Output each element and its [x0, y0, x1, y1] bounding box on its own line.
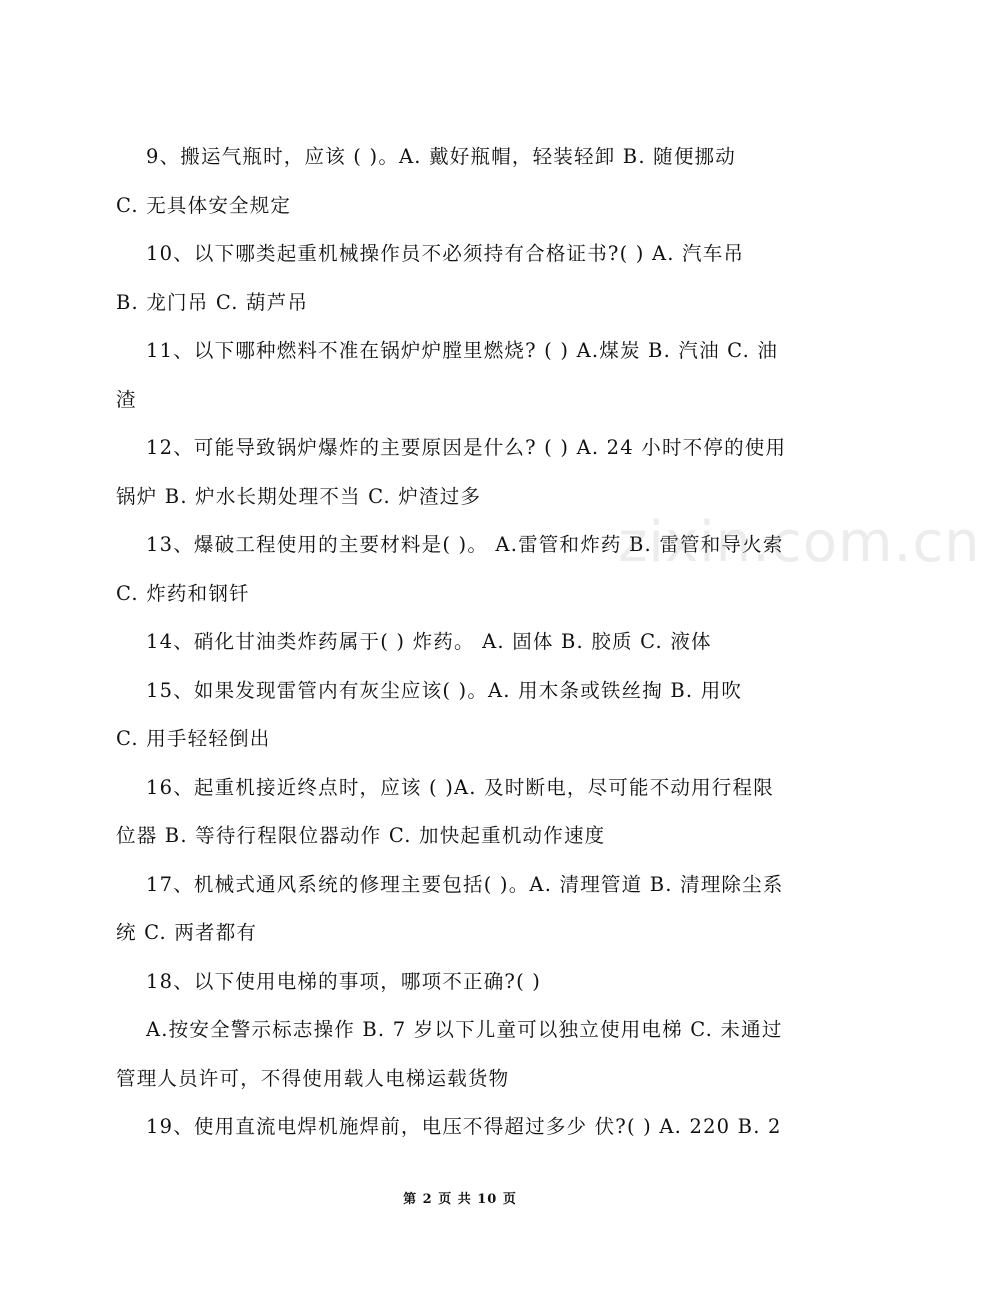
text-line: B. 龙门吊 C. 葫芦吊 — [116, 290, 309, 314]
text-line: 管理人员许可，不得使用载人电梯运载货物 — [116, 1066, 510, 1090]
question-list — [116, 133, 812, 1152]
text-line: 15、如果发现雷管内有灰尘应该( )。A. 用木条或铁丝掏 B. 用吹 — [146, 678, 743, 702]
text-line: 10、以下哪类起重机械操作员不必须持有合格证书?( ) A. 汽车吊 — [146, 242, 745, 265]
text-line: 13、爆破工程使用的主要材料是( )。 A.雷管和炸药 B. 雷管和导火索 — [146, 533, 784, 556]
text-line: 17、机械式通风系统的修理主要包括( )。A. 清理管道 B. 清理除尘系 — [146, 872, 784, 896]
text-line: 12、可能导致锅炉爆炸的主要原因是什么? ( ) A. 24 小时不停的使用 — [146, 436, 787, 459]
text-line: 统 C. 两者都有 — [116, 921, 258, 944]
text-line: 9、搬运气瓶时，应该 ( )。A. 戴好瓶帽，轻装轻卸 B. 随便挪动 — [146, 145, 736, 168]
text-line: 19、使用直流电焊机施焊前，电压不得超过多少 伏?( ) A. 220 B. 2 — [146, 1115, 782, 1138]
text-line: A.按安全警示标志操作 B. 7 岁以下儿童可以独立使用电梯 C. 未通过 — [146, 1018, 783, 1041]
text-line: 18、以下使用电梯的事项，哪项不正确?( ) — [146, 969, 542, 993]
text-line: 渣 — [116, 387, 137, 411]
text-line: 14、硝化甘油类炸药属于( ) 炸药。 A. 固体 B. 胶质 C. 液体 — [146, 630, 712, 653]
text-line: C. 无具体安全规定 — [116, 193, 292, 217]
page-number-footer: 第 2 页 共 10 页 — [403, 1192, 517, 1207]
text-line: C. 炸药和钢钎 — [116, 581, 250, 605]
watermark: zixin.com.cn — [618, 510, 981, 575]
text-line: 11、以下哪种燃料不准在锅炉炉膛里燃烧? ( ) A.煤炭 B. 汽油 C. 油 — [146, 339, 779, 362]
text-line: 位器 B. 等待行程限位器动作 C. 加快起重机动作速度 — [116, 824, 606, 847]
text-line: 16、起重机接近终点时，应该 ( )A. 及时断电，尽可能不动用行程限 — [146, 775, 774, 799]
text-line: C. 用手轻轻倒出 — [116, 727, 271, 750]
text-line: 锅炉 B. 炉水长期处理不当 C. 炉渣过多 — [116, 484, 482, 508]
